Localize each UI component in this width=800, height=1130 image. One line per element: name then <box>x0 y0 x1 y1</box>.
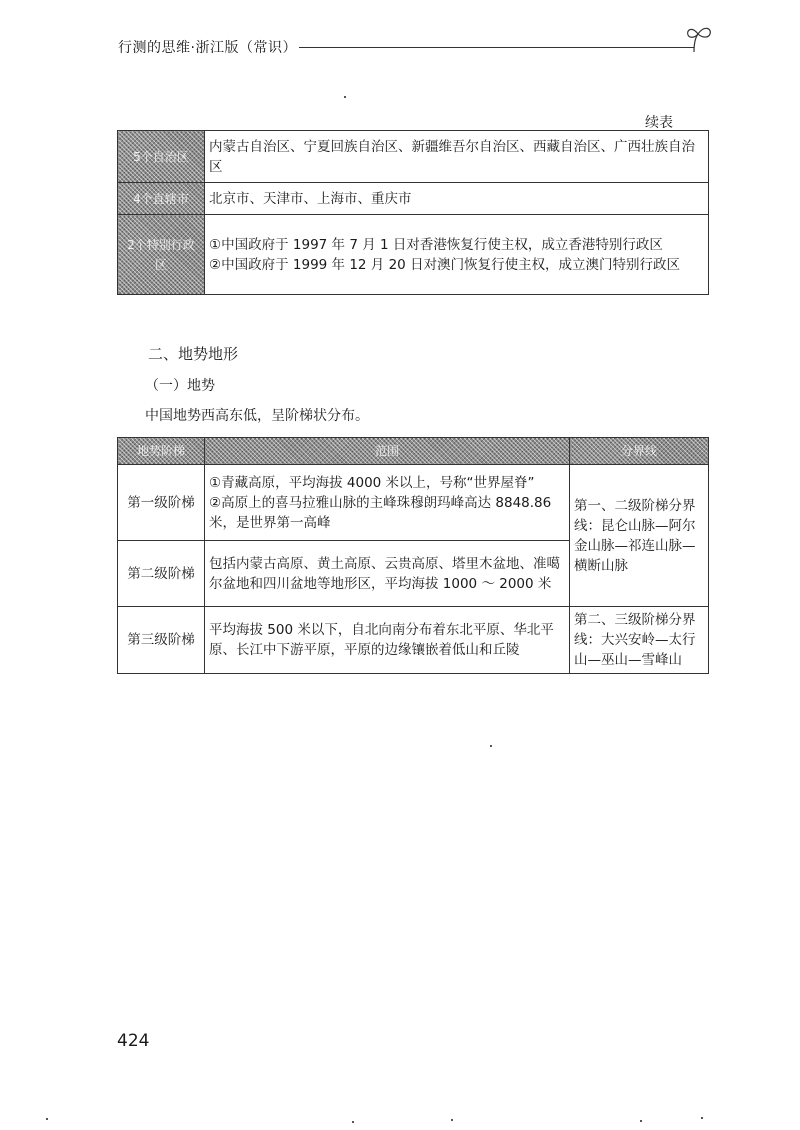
sprout-icon <box>682 22 716 56</box>
scan-speck <box>490 745 492 747</box>
column-header: 分界线 <box>570 438 709 465</box>
body-paragraph: 中国地势西高东低，呈阶梯状分布。 <box>145 408 369 424</box>
terrain-steps-table <box>117 437 709 674</box>
row-key: 5个自治区 <box>118 131 205 183</box>
row-key: 4个直辖市 <box>118 183 205 215</box>
page-number: 424 <box>117 1031 150 1051</box>
step-level: 第三级阶梯 <box>118 607 205 674</box>
table-row <box>118 607 709 674</box>
scan-speck <box>701 1117 703 1119</box>
table-row <box>118 465 709 541</box>
table-row <box>118 183 709 215</box>
scan-speck <box>352 1121 354 1123</box>
regions-table <box>117 130 709 295</box>
scan-speck <box>344 96 346 98</box>
step-description: 包括内蒙古高原、黄土高原、云贵高原、塔里木盆地、准噶尔盆地和四川盆地等地形区，平均海拔 1000 ～ 2000 米 <box>205 541 570 607</box>
row-key: 2个特别行政区 <box>118 215 205 295</box>
step-level: 第二级阶梯 <box>118 541 205 607</box>
scan-speck <box>46 1118 48 1120</box>
boundary-line-2: 第二、三级阶梯分界线：大兴安岭—太行山—巫山—雪峰山 <box>570 607 709 674</box>
column-header: 地势阶梯 <box>118 438 205 465</box>
table-row <box>118 215 709 295</box>
table-header-row <box>118 438 709 465</box>
step-description: 平均海拔 500 米以下，自北向南分布着东北平原、华北平原、长江中下游平原，平原的边缘镶嵌着低山和丘陵 <box>205 607 570 674</box>
step-description: ①青藏高原，平均海拔 4000 米以上，号称“世界屋脊” ②高原上的喜马拉雅山脉的主峰珠穆朗玛峰高达 8848.86 米，是世界第一高峰 <box>205 465 570 541</box>
scan-speck <box>640 1120 642 1122</box>
step-level: 第一级阶梯 <box>118 465 205 541</box>
scan-speck <box>451 1119 453 1121</box>
continued-label: 续表 <box>645 115 673 131</box>
running-header: 行测的思维·浙江版（常识） <box>118 40 297 56</box>
boundary-line-1: 第一、二级阶梯分界线：昆仑山脉—阿尔金山脉—祁连山脉—横断山脉 <box>570 465 709 607</box>
subsection-heading: （一）地势 <box>145 378 215 394</box>
header-rule <box>299 47 694 48</box>
row-value: 内蒙古自治区、宁夏回族自治区、新疆维吾尔自治区、西藏自治区、广西壮族自治区 <box>205 131 709 183</box>
row-value: 北京市、天津市、上海市、重庆市 <box>205 183 709 215</box>
column-header: 范围 <box>205 438 570 465</box>
section-heading: 二、地势地形 <box>148 345 239 363</box>
row-value: ①中国政府于 1997 年 7 月 1 日对香港恢复行使主权，成立香港特别行政区 ②中国政府于 1999 年 12 月 20 日对澳门恢复行使主权，成立澳门特别行政区 <box>205 215 709 295</box>
table-row <box>118 131 709 183</box>
